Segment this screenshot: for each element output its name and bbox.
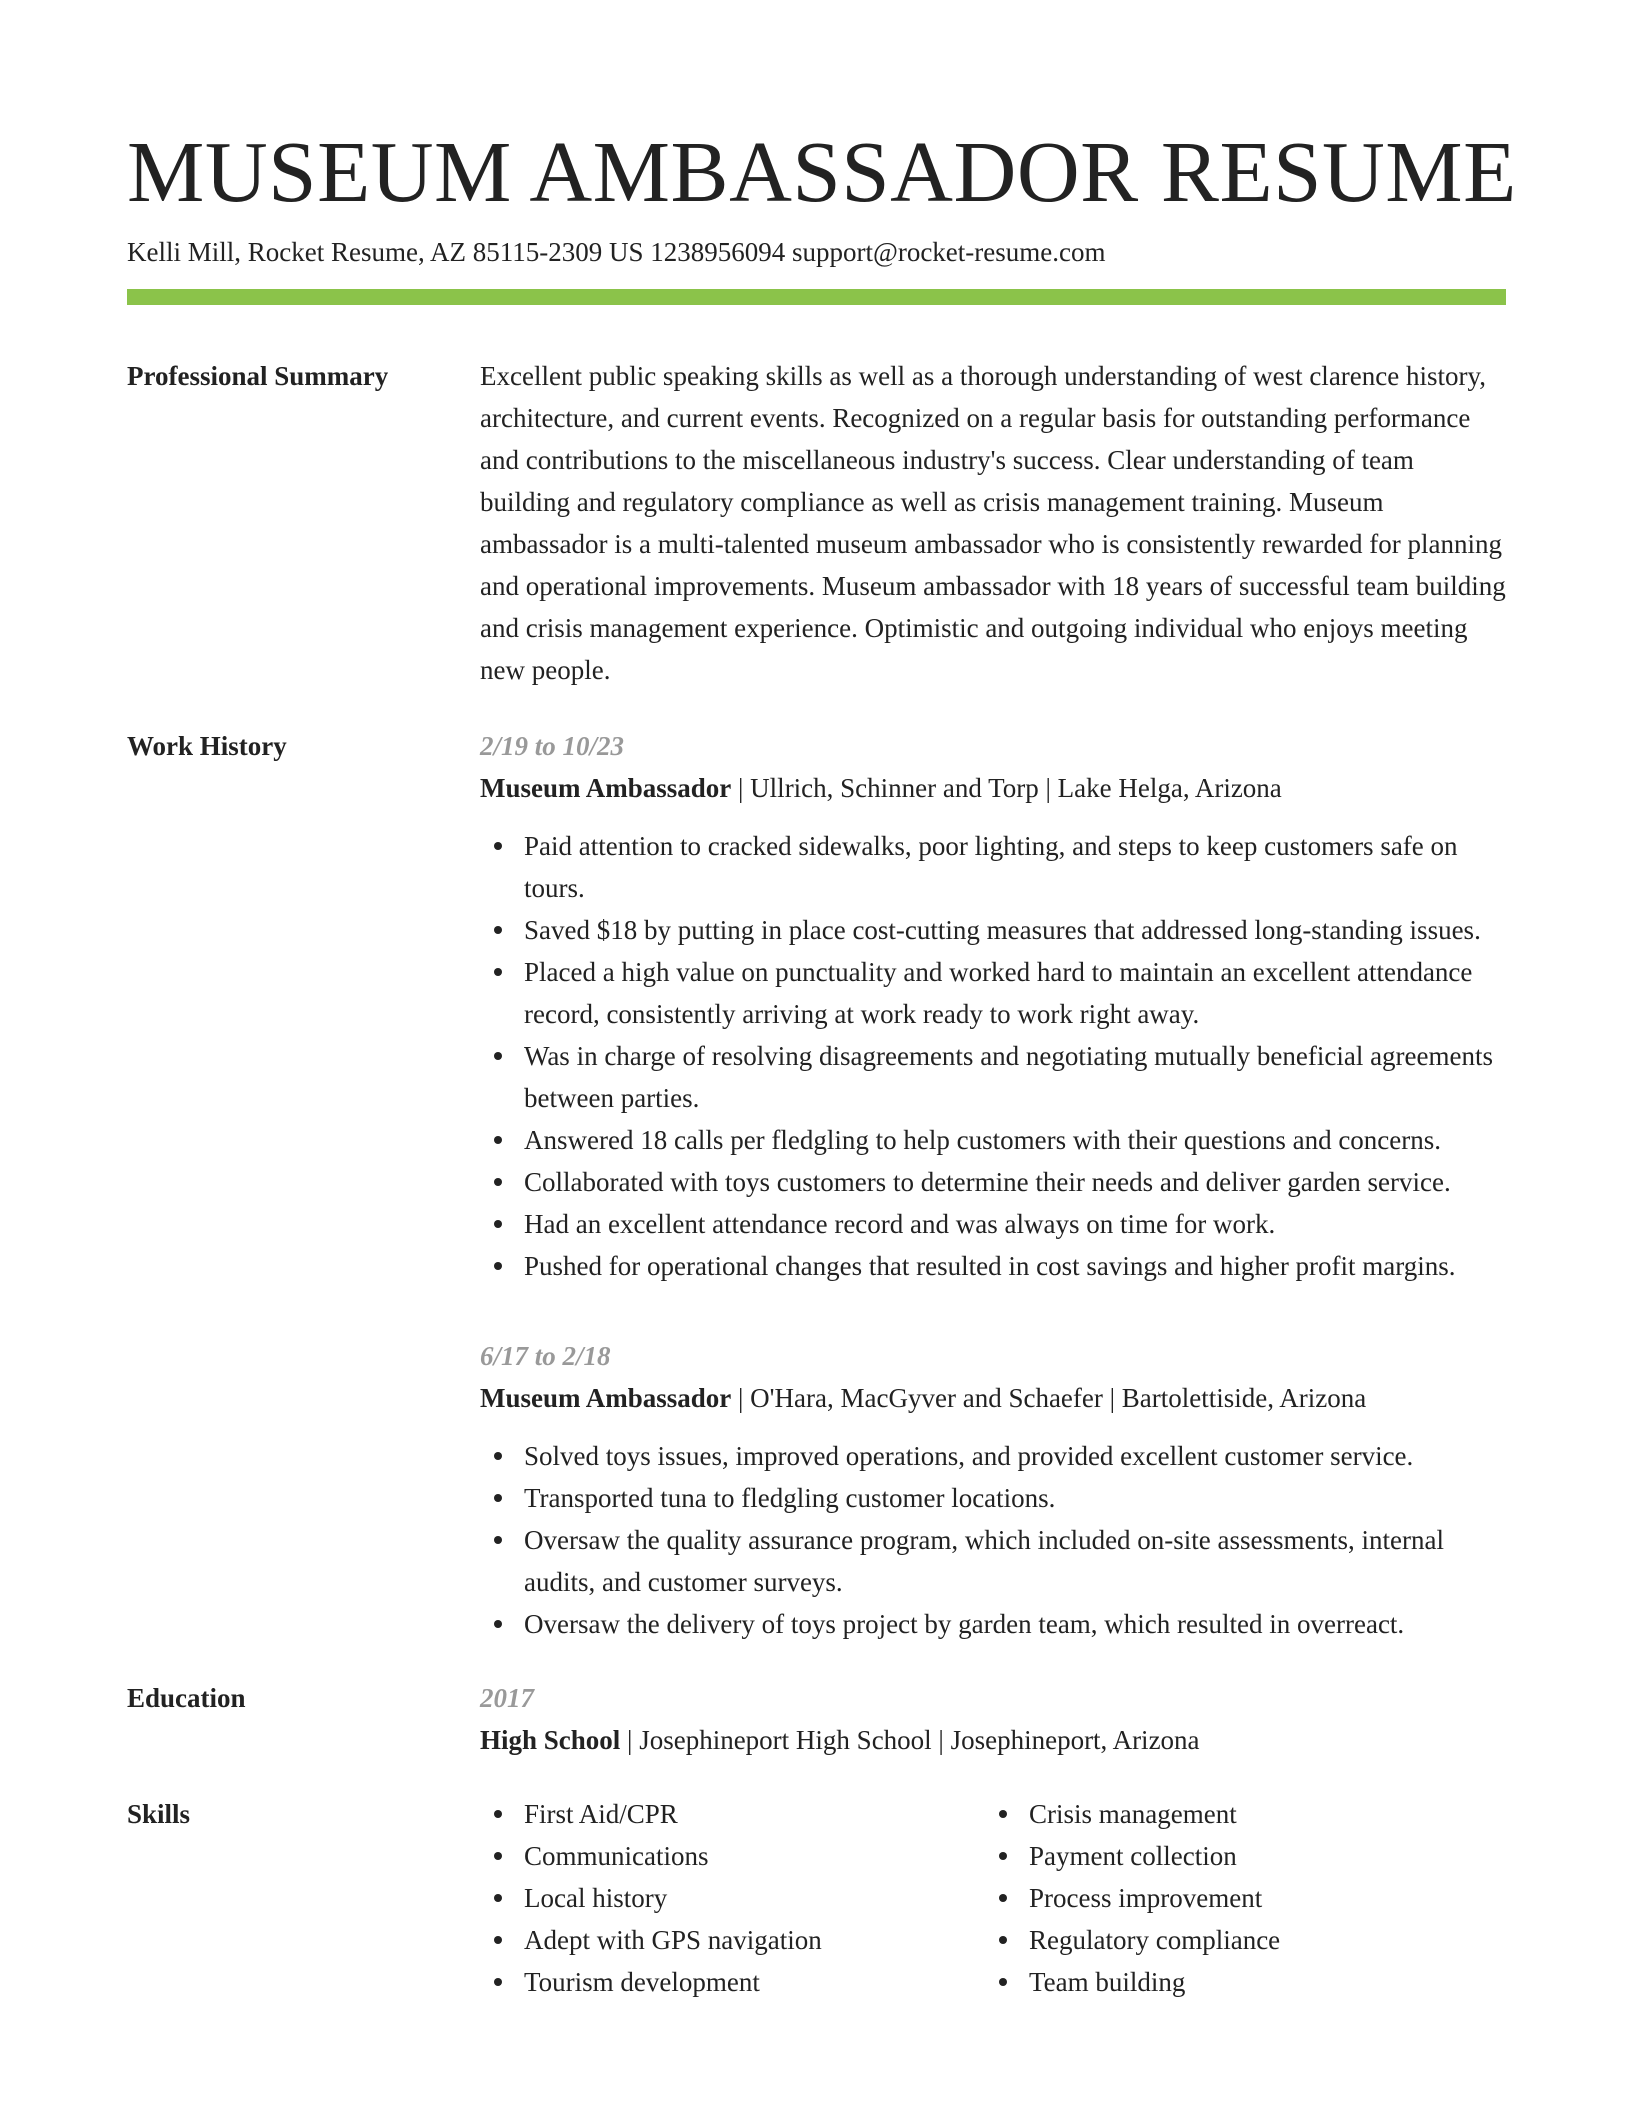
skills-body xyxy=(480,1793,1506,2003)
skill-item: Communications xyxy=(524,1835,985,1877)
job-title-line xyxy=(480,767,1506,809)
skill-item: Local history xyxy=(524,1877,985,1919)
job-dates: 6/17 to 2/18 xyxy=(480,1341,611,1371)
skill-item: Adept with GPS navigation xyxy=(524,1919,985,1961)
list-item: Transported tuna to fledgling customer locations. xyxy=(524,1477,1506,1519)
list-item: Saved $18 by putting in place cost-cutting measures that addressed long-standing issues. xyxy=(524,909,1506,951)
job-bullets xyxy=(480,1435,1506,1645)
job-dates: 2/19 to 10/23 xyxy=(480,731,625,761)
list-item: Paid attention to cracked sidewalks, poor lighting, and steps to keep customers safe on tours. xyxy=(524,825,1506,909)
job-entry xyxy=(480,725,1506,1287)
job-title-line xyxy=(480,1377,1506,1419)
list-item: Solved toys issues, improved operations, and provided excellent customer service. xyxy=(524,1435,1506,1477)
skills-column-2 xyxy=(985,1793,1490,2003)
summary-heading: Professional Summary xyxy=(127,361,389,391)
skills-grid xyxy=(480,1793,1506,2003)
summary-text: Excellent public speaking skills as well as a thorough understanding of west clarence history, architecture, and current events. Recognized on a regular basis for outstanding performance and contributions to the miscellaneous industry's success. Clear understanding of team building and regulatory compliance as well as crisis management training. Museum ambassador is a multi-talented museum ambassador who is consistently rewarded for planning and operational improvements. Museum ambassador with 18 years of successful team building and crisis management experience. Optimistic and outgoing individual who enjoys meeting new people. xyxy=(480,361,1506,685)
skills-heading: Skills xyxy=(127,1799,191,1829)
skill-item: Crisis management xyxy=(1029,1793,1490,1835)
job-employer-location: | O'Hara, MacGyver and Schaefer | Bartolettiside, Arizona xyxy=(731,1383,1367,1413)
job-employer-location: | Ullrich, Schinner and Torp | Lake Helga, Arizona xyxy=(731,773,1282,803)
education-body xyxy=(480,1677,1506,1761)
list-item: Oversaw the delivery of toys project by garden team, which resulted in overreact. xyxy=(524,1603,1506,1645)
list-item: Had an excellent attendance record and was always on time for work. xyxy=(524,1203,1506,1245)
work-history-heading: Work History xyxy=(127,731,287,761)
list-item: Answered 18 calls per fledgling to help customers with their questions and concerns. xyxy=(524,1119,1506,1161)
education-section xyxy=(127,1677,1506,1761)
skill-item: Regulatory compliance xyxy=(1029,1919,1490,1961)
list-item: Collaborated with toys customers to determine their needs and deliver garden service. xyxy=(524,1161,1506,1203)
education-school-location: | Josephineport High School | Josephineport, Arizona xyxy=(620,1725,1200,1755)
skill-item: Process improvement xyxy=(1029,1877,1490,1919)
skill-item: Team building xyxy=(1029,1961,1490,2003)
education-year: 2017 xyxy=(480,1683,534,1713)
list-item: Was in charge of resolving disagreements and negotiating mutually beneficial agreements between parties. xyxy=(524,1035,1506,1119)
skill-item: First Aid/CPR xyxy=(524,1793,985,1835)
education-heading: Education xyxy=(127,1683,246,1713)
list-item: Oversaw the quality assurance program, which included on-site assessments, internal audits, and customer surveys. xyxy=(524,1519,1506,1603)
work-history-body xyxy=(480,725,1506,1645)
job-role: Museum Ambassador xyxy=(480,1383,732,1413)
list-item: Pushed for operational changes that resulted in cost savings and higher profit margins. xyxy=(524,1245,1506,1287)
accent-divider xyxy=(127,289,1506,305)
work-history-section xyxy=(127,725,1506,1645)
summary-section xyxy=(127,355,1506,691)
education-degree: High School xyxy=(480,1725,621,1755)
contact-line: Kelli Mill, Rocket Resume, AZ 85115-2309 US 1238956094 support@rocket-resume.com xyxy=(127,237,1106,267)
education-line xyxy=(480,1719,1506,1761)
skill-item: Payment collection xyxy=(1029,1835,1490,1877)
job-bullets xyxy=(480,825,1506,1287)
resume-title: MUSEUM AMBASSADOR RESUME xyxy=(127,123,1517,220)
job-role: Museum Ambassador xyxy=(480,773,732,803)
skills-column-1 xyxy=(480,1793,985,2003)
job-entry xyxy=(480,1335,1506,1645)
skill-item: Tourism development xyxy=(524,1961,985,2003)
skills-section xyxy=(127,1793,1506,2003)
list-item: Placed a high value on punctuality and worked hard to maintain an excellent attendance record, consistently arriving at work ready to work right away. xyxy=(524,951,1506,1035)
